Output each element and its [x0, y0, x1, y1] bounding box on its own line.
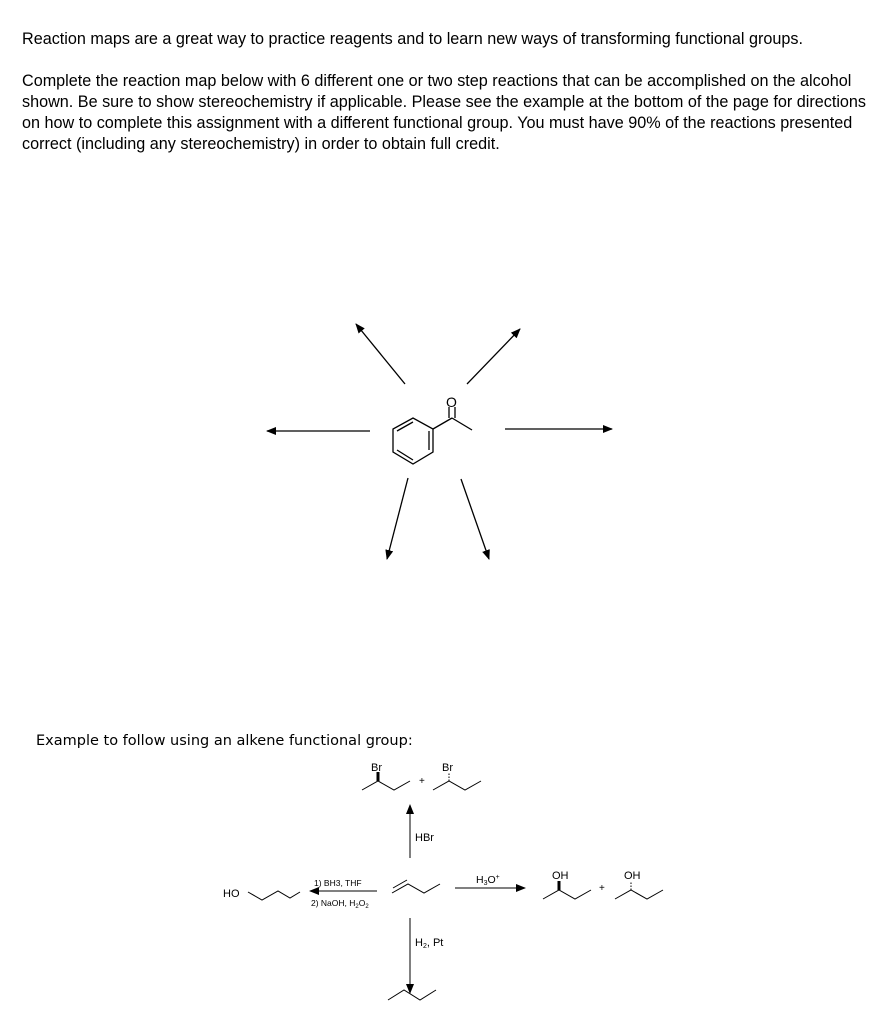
alkene-double-bond [393, 880, 407, 888]
methyl-bond [452, 418, 472, 430]
hbr-products-plus: + [419, 776, 425, 787]
directions-paragraph: Complete the reaction map below with 6 different one or two step reactions that can be accomplished on the alcohol shown. Be sure to show stereochemistry if applicable. Please see the example at the bottom of the page for directions on how to complete this assignment with a different functional group. You must have 90% of the reactions presented correct (including any stereochemistry) in order to obtain full credit. [22, 72, 867, 153]
hydration-products-plus: + [599, 883, 605, 894]
hydroboration-step2: 2) NaOH, $H_2O_2$ [311, 898, 369, 910]
hydration-reagent-label: H3O+ [476, 874, 500, 887]
example-labels [223, 762, 641, 950]
hydroxy-label-left: OH [552, 870, 569, 882]
arrow-upper-right [467, 329, 520, 384]
starting-alcohol-ho-label: HO [223, 888, 240, 900]
hydration-product-right-chain [615, 890, 663, 899]
hydroxy-label-right: OH [624, 870, 641, 882]
hydroboration-step1: 1) BH3, THF [314, 878, 362, 888]
arrow-lower-left [387, 478, 408, 559]
hbr-reagent-label: HBr [415, 832, 434, 844]
carbonyl-oxygen-label: O [446, 394, 457, 410]
central-alkene [392, 884, 440, 893]
hbr-product-left-chain [362, 781, 410, 790]
arrow-upper-left [356, 324, 405, 384]
starting-alcohol-chain [248, 891, 300, 900]
bromo-label-right: Br [442, 762, 453, 774]
hydration-product-left-chain [543, 890, 591, 899]
acetophenone-structure [393, 407, 472, 464]
hydrogenation-reagent-label: H2, Pt [415, 937, 444, 950]
aromatic-bond [397, 422, 413, 431]
bromo-label-left: Br [371, 762, 382, 774]
hbr-product-right-chain [433, 781, 481, 790]
benzene-ring [393, 418, 433, 464]
arrow-lower-right [461, 479, 489, 559]
hydrogenation-product-chain [388, 990, 436, 1000]
intro-paragraph: Reaction maps are a great way to practice reagents and to learn new ways of transforming functional groups. [22, 30, 804, 48]
ring-carbonyl-bond [433, 418, 452, 429]
reaction-arrows [267, 324, 612, 559]
example-heading: Example to follow using an alkene functional group: [36, 733, 413, 749]
